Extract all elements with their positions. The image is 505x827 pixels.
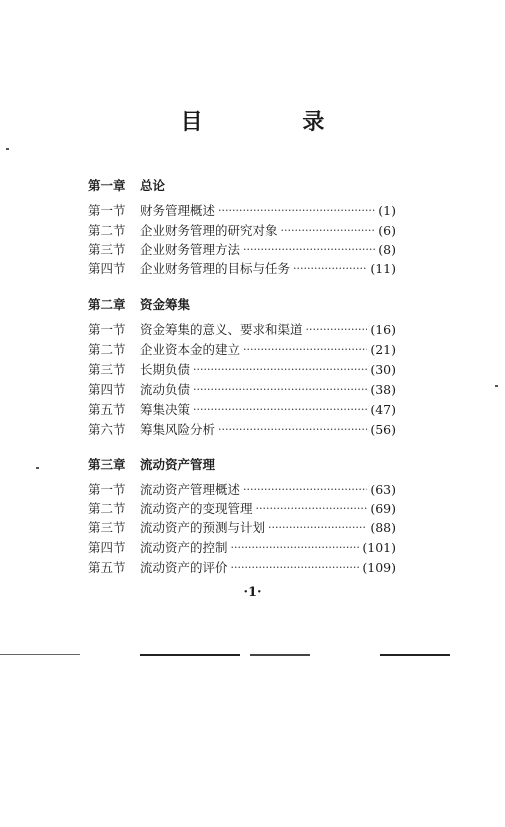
leader-dots [231,561,360,574]
page-ref: (21) [370,341,396,357]
page-ref: (1) [378,202,396,218]
section-number: 第一节 [88,203,126,218]
section-title: 筹集决策 [140,402,191,417]
section-title: 资金筹集的意义、要求和渠道 [140,322,303,337]
toc-entry [88,240,396,258]
section-number: 第三节 [88,520,126,535]
section-number: 第二节 [88,501,126,516]
page-number: ·1· [243,585,262,600]
section-number: 第四节 [88,540,126,555]
page-ref: (30) [370,361,396,377]
leader-dots [293,262,367,275]
page-ref: (8) [378,241,396,257]
chapter-1-heading [88,176,378,194]
chapter-3-heading [88,455,378,473]
chapter-name: 资金筹集 [140,297,191,312]
section-title: 流动资产的预测与计划 [140,520,266,535]
section-title: 流动资产的控制 [140,540,228,555]
toc-entry [88,499,396,517]
toc-entry [88,360,396,378]
section-title: 流动资产的变现管理 [140,501,253,516]
section-title: 财务管理概述 [140,203,216,218]
leader-dots [243,243,375,256]
section-number: 第二节 [88,223,126,238]
section-title: 企业财务管理的研究对象 [140,223,278,238]
leader-dots [231,541,360,554]
scan-speck [6,148,9,150]
section-number: 第四节 [88,261,126,276]
leader-dots [193,403,367,416]
chapter-name: 总论 [140,178,166,193]
section-number: 第一节 [88,322,126,337]
toc-entry [88,201,396,219]
chapter-number: 第二章 [88,297,126,312]
toc-entry [88,420,396,438]
scan-speck [36,467,39,469]
page-ref: (109) [362,559,396,575]
chapter-number: 第一章 [88,178,126,193]
scan-edge-line [250,654,310,656]
chapter-number: 第三章 [88,457,126,472]
toc-entry [88,538,396,556]
leader-dots [256,502,368,515]
section-title: 长期负债 [140,362,191,377]
toc-entry [88,320,396,338]
section-number: 第三节 [88,242,126,257]
page-ref: (16) [370,321,396,337]
page-ref: (47) [370,401,396,417]
section-title: 流动负债 [140,382,191,397]
toc-entry [88,518,396,536]
page-ref: (69) [370,500,396,516]
scan-edge-line [0,654,80,655]
leader-dots [306,323,368,336]
toc-entry [88,480,396,498]
scan-edge-line [380,654,450,656]
page-title: 目 录 [180,109,371,135]
scan-edge-line [140,654,240,656]
section-number: 第五节 [88,560,126,575]
chapter-2-heading [88,295,378,313]
section-title: 流动资产的评价 [140,560,228,575]
section-title: 企业财务管理的目标与任务 [140,261,291,276]
leader-dots [218,204,375,217]
toc-entry [88,380,396,398]
toc-entry [88,340,396,358]
page-ref: (88) [370,519,396,535]
leader-dots [218,423,367,436]
section-number: 第三节 [88,362,126,377]
page-ref: (6) [378,222,396,238]
page-ref: (101) [362,539,396,555]
section-title: 流动资产管理概述 [140,482,241,497]
scan-speck [495,385,498,387]
page-ref: (63) [370,481,396,497]
leader-dots [243,343,367,356]
leader-dots [281,224,376,237]
section-title: 筹集风险分析 [140,422,216,437]
section-number: 第四节 [88,382,126,397]
toc-entry [88,400,396,418]
section-title: 企业财务管理方法 [140,242,241,257]
toc-entry [88,558,396,576]
leader-dots [268,521,367,534]
toc-entry [88,221,396,239]
section-number: 第六节 [88,422,126,437]
page-ref: (38) [370,381,396,397]
page-ref: (11) [370,260,396,276]
toc-entry [88,259,396,277]
section-number: 第一节 [88,482,126,497]
section-title: 企业资本金的建立 [140,342,241,357]
chapter-name: 流动资产管理 [140,457,216,472]
section-number: 第二节 [88,342,126,357]
leader-dots [243,483,367,496]
leader-dots [193,363,367,376]
page-ref: (56) [370,421,396,437]
leader-dots [193,383,367,396]
section-number: 第五节 [88,402,126,417]
